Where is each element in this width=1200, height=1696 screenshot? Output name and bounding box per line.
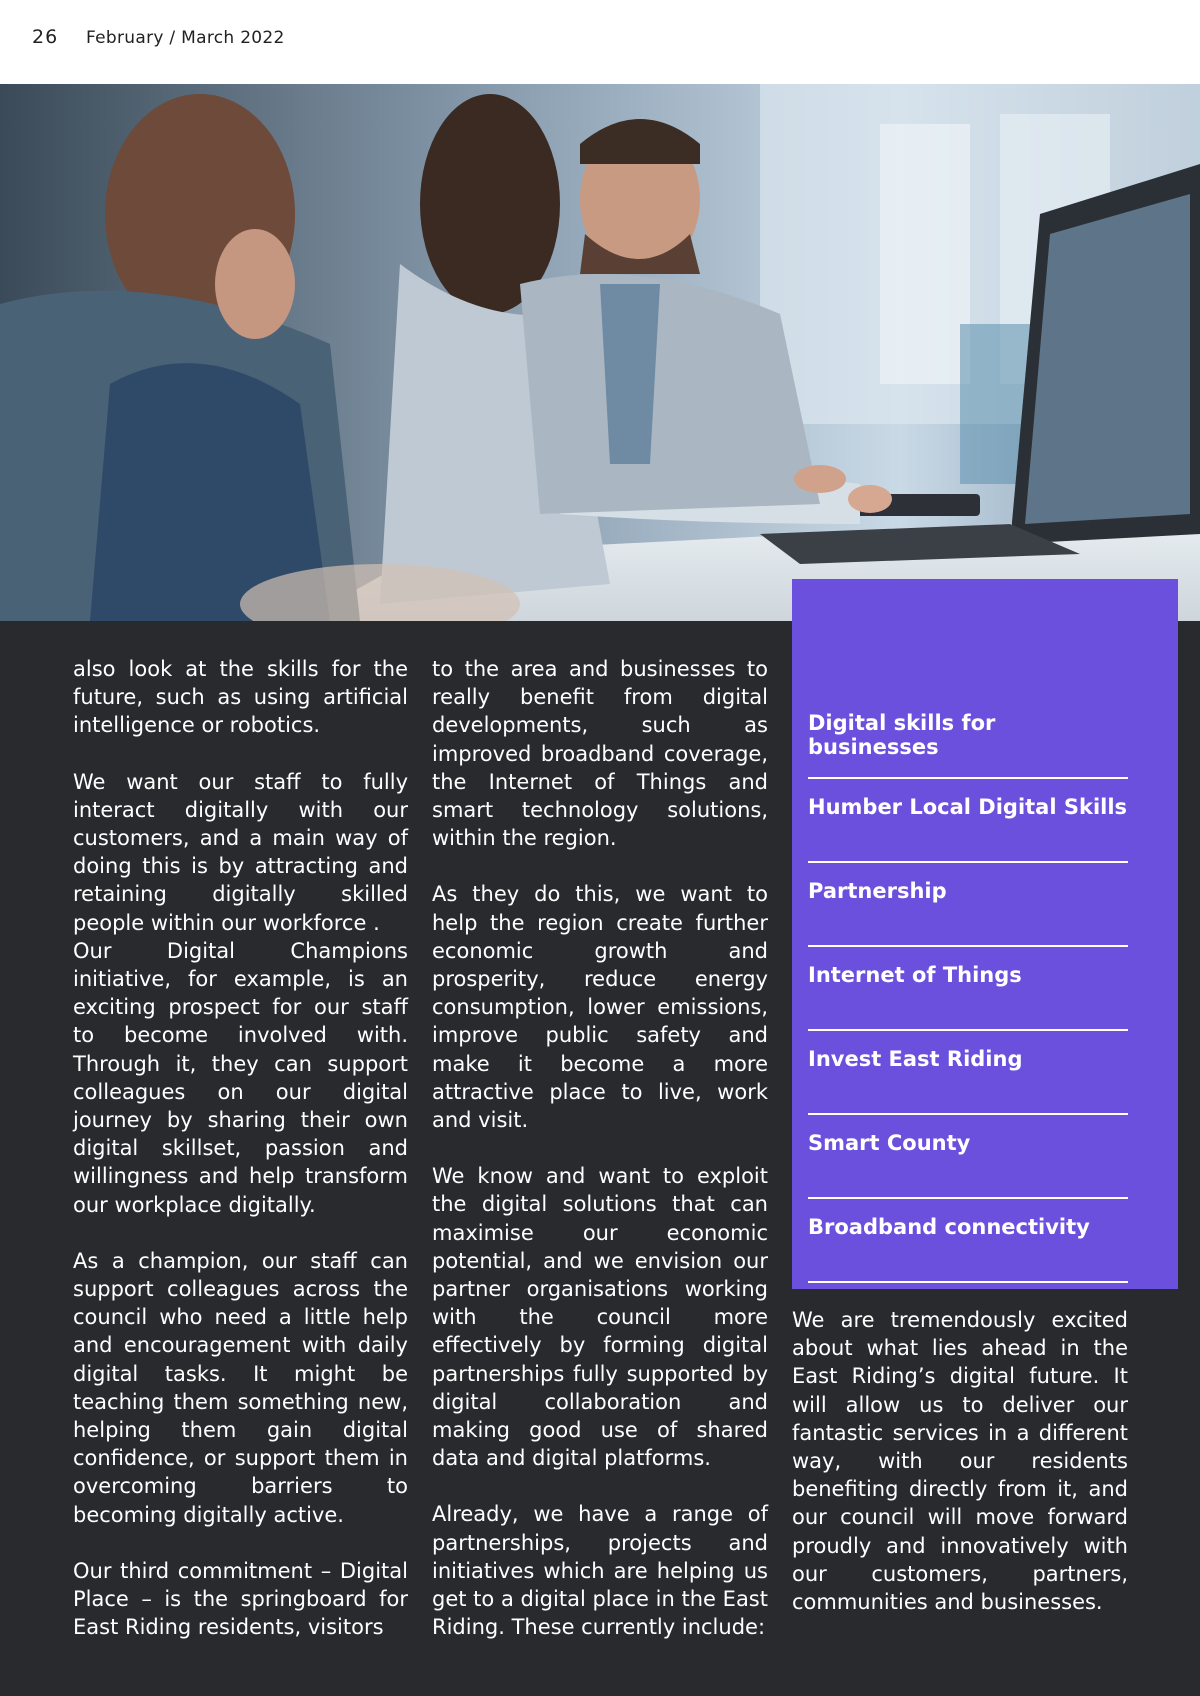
office-photo-icon (0, 84, 1200, 621)
list-item: Smart County (808, 1129, 1128, 1199)
paragraph: to the area and businesses to really benefit from digital developments, such as improved broadband coverage, the Internet of Things and smart technology solutions, within the region. (432, 657, 768, 851)
paragraph: Already, we have a range of partnerships, projects and initiatives which are helping us get to a digital place in the East Riding. These currently include: (432, 1502, 768, 1640)
paragraph: Our third commitment – Digital Place – is the springboard for East Riding residents, visitors (73, 1558, 408, 1640)
list-item: Humber Local Digital Skills (808, 793, 1128, 863)
list-item: Partnership (808, 877, 1128, 947)
paragraph: As they do this, we want to help the region create further economic growth and prosperity, reduce energy consumption, lower emissions, improve public safety and make it become a more attractive place to live, work and visit. (432, 882, 768, 1133)
list-item: Invest East Riding (808, 1045, 1128, 1115)
list-item: Digital skills for businesses (808, 709, 1128, 779)
initiatives-list (808, 709, 1128, 1297)
list-item: Broadband connectivity (808, 1213, 1128, 1283)
page-header (0, 0, 1200, 84)
hero-photo (0, 84, 1200, 621)
issue-date: February / March 2022 (86, 28, 285, 48)
column-1 (73, 655, 408, 1670)
paragraph: We know and want to exploit the digital solutions that can maximise our economic potential, and we envision our partner organisations working with the council more effectively by forming digital partnerships fully supported by digital collaboration and making good use of shared data and digital platforms. (432, 1164, 768, 1471)
paragraph: We want our staff to fully interact digitally with our customers, and a main way of doing this is by attracting and retaining digitally skilled people within our workforce . (73, 769, 408, 935)
column-2 (432, 655, 768, 1670)
initiatives-sidebar (792, 579, 1178, 1289)
page-number: 26 (32, 26, 59, 48)
list-item: Internet of Things (808, 961, 1128, 1031)
paragraph: Our Digital Champions initiative, for example, is an exciting prospect for our staff to become involved with. Through it, they can support colleagues on our digital journey by sharing their own digital skillset, passion and willingness and help transform our workplace digitally. (73, 938, 408, 1217)
paragraph: We are tremendously excited about what lies ahead in the East Riding’s digital future. It will allow us to deliver our fantastic services in a different way, with our residents benefiting directly from it, and our council will move forward proudly and innovatively with our customers, partners, communities and businesses. (792, 1308, 1128, 1615)
column-3 (792, 1306, 1128, 1644)
paragraph: also look at the skills for the future, such as using artificial intelligence or robotics. (73, 657, 408, 738)
paragraph: As a champion, our staff can support colleagues across the council who need a little help and encouragement with daily digital tasks. It might be teaching them something new, helping them gain digital confidence, or support them in overcoming barriers to becoming digitally active. (73, 1248, 408, 1527)
